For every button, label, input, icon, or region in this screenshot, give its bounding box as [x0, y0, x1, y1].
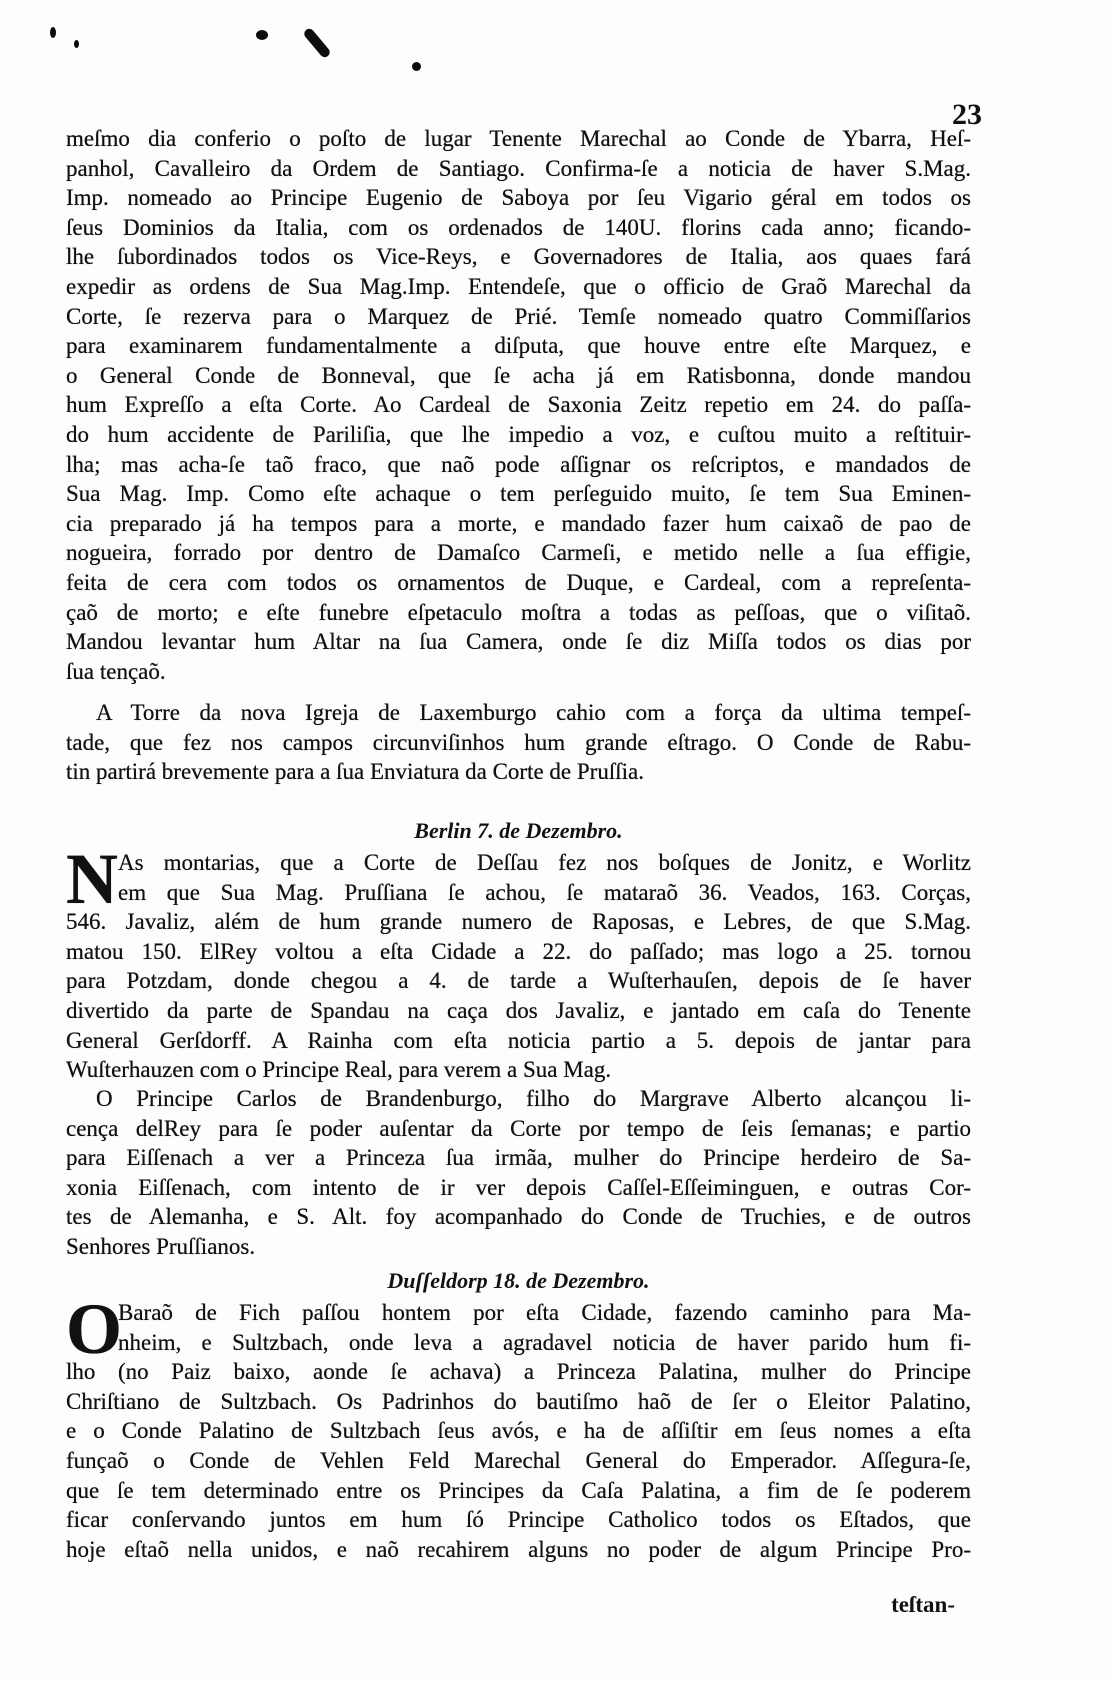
text-line: nheim, e Sultzbach, onde leva a agradavel noticia de haver parido hum fi- — [118, 1329, 971, 1355]
catchword: teſtan- — [891, 1592, 955, 1617]
ink-spot — [74, 40, 79, 48]
text-line: para Potzdam, donde chegou a 4. de tarde a Wuſterhauſen, depois de ſe haver — [66, 968, 971, 994]
text-line: do hum accidente de Pariliſia, que lhe impedio a voz, e cuſtou muito a reſtituir- — [66, 421, 971, 447]
berlin-dateline: Berlin 7. de Dezembro. — [414, 818, 623, 843]
text-line: A Torre da nova Igreja de Laxemburgo cahio com a força da ultima tempeſ- — [96, 700, 971, 725]
text-line: e o Conde Palatino de Sultzbach ſeus avós, e ha de aſſiſtir em ſeus nomes a eſta — [66, 1418, 971, 1444]
article-continuation — [66, 124, 971, 686]
dusseldorp-paragraph — [66, 1289, 971, 1564]
text-line: matou 150. ElRey voltou a eſta Cidade a 22. do paſſado; mas logo a 25. tornou — [66, 938, 971, 964]
laxemburgo-paragraph — [66, 698, 971, 787]
text-line: Baraõ de Fich paſſou hontem por eſta Cidade, fazendo caminho para Ma- — [118, 1300, 971, 1325]
text-line: feita de cera com todos os ornamentos de Duque, e Cardeal, com a repreſenta- — [66, 569, 971, 595]
text-line: tin partirá brevemente para a ſua Enviatura da Corte de Pruſſia. — [66, 759, 644, 785]
ink-spot — [302, 27, 332, 59]
text-line: As montarias, que a Corte de Deſſau fez nos boſques de Jonitz, e Worlitz — [118, 850, 971, 875]
brandenburgo-paragraph — [66, 1084, 971, 1262]
berlin-paragraph — [66, 839, 971, 1085]
text-line: expedir as ordens de Sua Mag.Imp. Entendeſe, que o officio de Graõ Marechal da — [66, 273, 971, 299]
text-line: Corte, ſe rezerva para o Marquez de Prié. Temſe nomeado quatro Commiſſarios — [66, 303, 971, 329]
text-line: cia preparado já ha tempos para a morte, e mandado fazer hum caixaõ de pao de — [66, 510, 971, 536]
text-line: panhol, Cavalleiro da Ordem de Santiago. Confirma-ſe a noticia de haver S.Mag. — [66, 155, 971, 181]
text-line: nogueira, forrado por dentro de Damaſco Carmeſi, e metido nelle a ſua effigie, — [66, 540, 971, 566]
text-line: ſeus Dominios da Italia, com os ordenados de 140U. florins cada anno; ficando- — [66, 214, 971, 240]
text-line: Chriſtiano de Sultzbach. Os Padrinhos do bautiſmo haõ de ſer o Eleitor Palatino, — [66, 1388, 971, 1414]
ink-spot — [50, 27, 56, 38]
dusseldorp-dateline: Duſſeldorp 18. de Dezembro. — [387, 1268, 650, 1293]
text-line: çaõ de morto; e eſte funebre eſpetaculo moſtra a todas as peſſoas, que o viſitaõ. — [66, 599, 971, 625]
page-number: 23 — [952, 98, 982, 131]
text-line: O Principe Carlos de Brandenburgo, filho do Margrave Alberto alcançou li- — [96, 1086, 971, 1111]
ink-spot — [256, 30, 268, 40]
text-line: Mandou levantar hum Altar na ſua Camera, onde ſe diz Miſſa todos os dias por — [66, 629, 971, 655]
text-line: divertido da parte de Spandau na caça dos Javaliz, e jantado em caſa do Tenente — [66, 997, 971, 1023]
text-line: cença delRey para ſe poder auſentar da Corte por tempo de ſeis ſemanas; e partio — [66, 1115, 971, 1141]
text-line: lha; mas acha-ſe taõ fraco, que naõ pode aſſignar os reſcriptos, e mandados de — [66, 451, 971, 477]
ink-spot — [412, 62, 421, 71]
text-line: tade, que fez nos campos circunviſinhos hum grande eſtrago. O Conde de Rabu- — [66, 729, 971, 755]
text-line: 546. Javaliz, além de hum grande numero de Raposas, e Lebres, de que S.Mag. — [66, 909, 971, 935]
text-line: hum Expreſſo a eſta Corte. Ao Cardeal de Saxonia Zeitz repetio em 24. do paſſa- — [66, 392, 971, 418]
text-line: General Gerſdorff. A Rainha com eſta noticia partio a 5. depois de jantar para — [66, 1027, 971, 1053]
text-line: Imp. nomeado ao Principe Eugenio de Saboya por ſeu Vigario géral em todos os — [66, 185, 971, 211]
text-line: tes de Alemanha, e S. Alt. foy acompanhado do Conde de Truchies, e de outros — [66, 1204, 971, 1230]
text-line: meſmo dia conferio o poſto de lugar Tenente Marechal ao Conde de Ybarra, Heſ- — [66, 126, 971, 151]
text-line: lho (no Paiz baixo, aonde ſe achava) a Princeza Palatina, mulher do Principe — [66, 1359, 971, 1385]
text-line: funçaõ o Conde de Vehlen Feld Marechal General do Emperador. Aſſegura-ſe, — [66, 1447, 971, 1473]
text-line: xonia Eiſſenach, com intento de ir ver depois Caſſel-Eſſeiminguen, e outras Cor- — [66, 1174, 971, 1200]
text-line: hoje eſtaõ nella unidos, e naõ recahirem alguns no poder de algum Principe Pro- — [66, 1536, 971, 1562]
text-line: para Eiſſenach a ver a Princeza ſua irmãa, mulher do Principe herdeiro de Sa- — [66, 1145, 971, 1171]
text-line: ſua tençaõ. — [66, 658, 166, 684]
text-line: que ſe tem determinado entre os Principes da Caſa Palatina, a fim de ſe poderem — [66, 1477, 971, 1503]
text-line: lhe ſubordinados todos os Vice-Reys, e Governadores de Italia, aos quaes fará — [66, 244, 971, 270]
text-line: o General Conde de Bonneval, que ſe acha já em Ratisbonna, donde mandou — [66, 362, 971, 388]
drop-cap: N — [66, 839, 118, 919]
text-line: ficar conſervando juntos em hum ſó Principe Catholico todos os Eſtados, que — [66, 1507, 971, 1533]
drop-cap: O — [66, 1289, 123, 1369]
text-line: Wuſterhauzen com o Principe Real, para verem a Sua Mag. — [66, 1057, 612, 1083]
text-line: Sua Mag. Imp. Como eſte achaque o tem perſeguido muito, ſe tem Sua Eminen- — [66, 481, 971, 507]
text-line: para examinarem fundamentalmente a diſputa, que houve entre eſte Marquez, e — [66, 333, 971, 359]
text-line: Senhores Pruſſianos. — [66, 1233, 256, 1259]
text-line: em que Sua Mag. Pruſſiana ſe achou, ſe mataraõ 36. Veados, 163. Corças, — [118, 879, 971, 905]
